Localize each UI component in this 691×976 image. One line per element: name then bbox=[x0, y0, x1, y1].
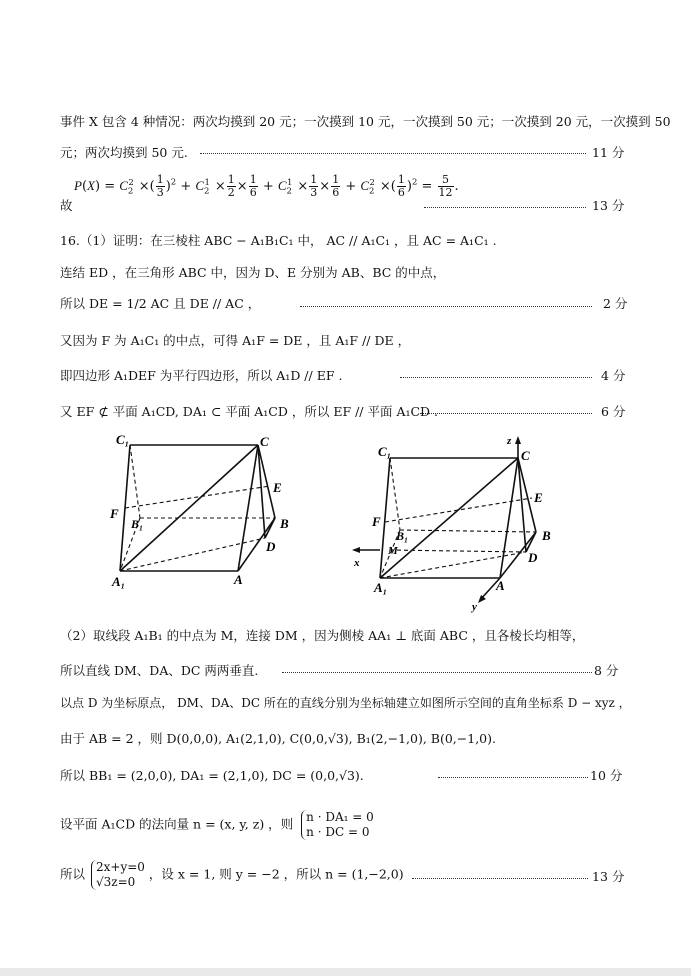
prefix-gu: 故 bbox=[60, 198, 73, 213]
label-d: D bbox=[266, 539, 276, 554]
paragraph-de-half-ac: 所以 DE = 1/2 AC 且 DE // AC ， bbox=[60, 296, 261, 311]
paragraph-vectors: 所以 BB₁ = (2,0,0), DA₁ = (2,1,0), DC = (0,0,√3). bbox=[60, 768, 364, 783]
dot-leader bbox=[420, 413, 592, 414]
paragraph-f-midpoint: 又因为 F 为 A₁C₁ 的中点，可得 A₁F = DE ，且 A₁F // DE ， bbox=[60, 333, 411, 348]
paragraph-16-proof: 16.（1）证明：在三棱柱 ABC − A₁B₁C₁ 中， AC // A₁C₁ ，且 AC = A₁C₁ . bbox=[60, 233, 497, 248]
score-11: 11 分 bbox=[592, 145, 625, 160]
solve-system bbox=[91, 860, 145, 890]
label-a: A bbox=[496, 578, 505, 593]
solve-prefix: 所以 bbox=[60, 866, 86, 882]
dot-leader bbox=[424, 207, 586, 208]
label-b: B bbox=[542, 528, 551, 543]
score-2: 2 分 bbox=[603, 296, 628, 311]
label-x-axis: x bbox=[354, 557, 360, 569]
paragraph-event-cases-end: 元；两次均摸到 50 元. bbox=[60, 145, 188, 160]
normal-vector-text: 设平面 A₁CD 的法向量 n = (x, y, z) ，则 bbox=[60, 816, 294, 832]
score-13-final: 13 分 bbox=[592, 869, 625, 884]
dot-leader bbox=[400, 377, 592, 378]
paragraph-normal-vector bbox=[60, 810, 374, 840]
solve-suffix: ，设 x = 1, 则 y = −2 ，所以 n = (1,−2,0) bbox=[148, 866, 404, 882]
label-b1: B₁ bbox=[396, 529, 409, 543]
label-a: A bbox=[234, 572, 243, 587]
label-f: F bbox=[110, 506, 119, 521]
dot-leader bbox=[282, 672, 592, 673]
paragraph-part2: （2）取线段 A₁B₁ 的中点为 M，连接 DM ，因为侧棱 AA₁ ⊥ 底面 ABC ，且各棱长均相等， bbox=[60, 628, 585, 643]
solve-eq-1: 2x+y=0 bbox=[96, 860, 145, 874]
paragraph-parallelogram: 即四边形 A₁DEF 为平行四边形，所以 A₁D // EF . bbox=[60, 368, 343, 383]
label-a1: A₁ bbox=[374, 580, 388, 595]
normal-vector-system bbox=[301, 810, 374, 840]
system-eq-1: n · DA₁ = 0 bbox=[306, 810, 374, 824]
label-c: C bbox=[521, 448, 530, 463]
label-c1: C₁ bbox=[116, 432, 130, 447]
paragraph-event-cases: 事件 X 包含 4 种情况：两次均摸到 20 元；一次摸到 10 元，一次摸到 50 元；一次摸到 20 元，一次摸到 50 bbox=[60, 114, 671, 129]
probability-formula: $P(X) = C_2^2$ ×( $\frac{1}{3}$ )$^2 + C_2^1$ × $\frac{1}{2}$ × $\frac{1}{6}$ + $C_2^1$ × $\frac{1}{3}$ × $\frac{1}{6}$ + $C_2^2$ ×( $\frac{1}{6}$ )$^2$ = $\frac{5}{12}$ . bbox=[74, 173, 459, 199]
label-f: F bbox=[372, 514, 381, 529]
dot-leader bbox=[300, 306, 592, 307]
label-b: B bbox=[280, 516, 289, 531]
system-eq-2: n · DC = 0 bbox=[306, 825, 370, 839]
y-axis-arrow bbox=[478, 595, 486, 603]
label-e: E bbox=[534, 490, 543, 505]
paragraph-coordinate-system: 以点 D 为坐标原点， DM、DA、DC 所在的直线分别为坐标轴建立如图所示空间的直角坐标系 D − xyz ， bbox=[60, 696, 631, 710]
dot-leader bbox=[438, 777, 588, 778]
label-c1: C₁ bbox=[378, 444, 392, 459]
x-axis-arrow bbox=[352, 547, 360, 553]
score-6: 6 分 bbox=[601, 404, 626, 419]
score-4: 4 分 bbox=[601, 368, 626, 383]
score-10: 10 分 bbox=[590, 768, 623, 783]
paragraph-connect-ed: 连结 ED ，在三角形 ABC 中，因为 D、E 分别为 AB、BC 的中点， bbox=[60, 265, 446, 280]
label-m: M bbox=[388, 545, 398, 557]
dot-leader bbox=[200, 153, 586, 154]
prism-figure-2-coordinate bbox=[350, 428, 570, 613]
label-d: D bbox=[528, 550, 538, 565]
dot-leader bbox=[412, 878, 588, 879]
label-e: E bbox=[273, 480, 282, 495]
prism-figure-1 bbox=[100, 428, 300, 593]
paragraph-ef-parallel-plane: 又 EF ⊄ 平面 A₁CD, DA₁ ⊂ 平面 A₁CD ，所以 EF // 平面 A₁CD . bbox=[60, 404, 439, 419]
label-b1: B₁ bbox=[131, 517, 144, 531]
paragraph-solve bbox=[60, 860, 404, 890]
paragraph-coordinates: 由于 AB = 2 ，则 D(0,0,0), A₁(2,1,0), C(0,0,√3), B₁(2,−1,0), B(0,−1,0). bbox=[60, 731, 496, 746]
score-13: 13 分 bbox=[592, 198, 625, 213]
page-bottom-bar bbox=[0, 968, 691, 976]
label-z-axis: z bbox=[507, 435, 512, 447]
z-axis-arrow bbox=[515, 436, 521, 444]
label-c: C bbox=[260, 434, 269, 449]
paragraph-perpendicular: 所以直线 DM、DA、DC 两两垂直. bbox=[60, 663, 259, 678]
label-y-axis: y bbox=[472, 601, 477, 613]
score-8: 8 分 bbox=[594, 663, 619, 678]
solve-eq-2: √3z=0 bbox=[96, 875, 136, 889]
label-a1: A₁ bbox=[112, 574, 126, 589]
